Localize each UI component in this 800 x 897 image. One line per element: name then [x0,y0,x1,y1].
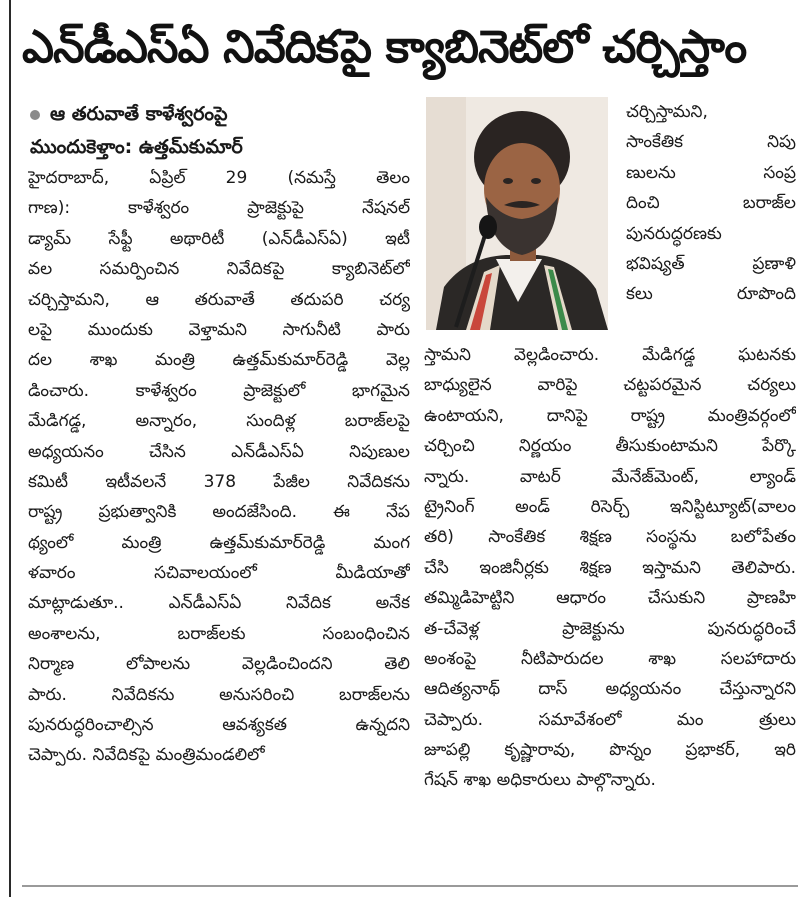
left-column-line: ళవారం సచివాలయంలో మీడియాతో [28,563,410,584]
right-bottom-line: జూపల్లి కృష్ణారావు, పొన్నం ప్రభాకర్, ఇరి [424,740,796,761]
right-bottom-line: ఆదిత్యనాథ్ దాస్ అధ్యయనం చేస్తున్నారని [424,679,796,700]
right-top-line: ణులను సంప్ర [626,162,796,183]
bottom-divider [22,885,798,887]
left-column-line: అధ్యయనం చేసిన ఎన్‌డీఎస్‌ఏ నిపుణుల [28,441,410,462]
subheadline [30,98,410,164]
left-column-line: పునరుద్ధరించాల్సిన ఆవశ్యకత ఉన్నదని [28,715,410,736]
minister-portrait-illustration [426,97,608,330]
left-column-line: డ్యామ్ సేఫ్టీ అథారిటీ (ఎన్‌డీఎస్‌ఏ) ఇటీ [28,228,410,249]
right-bottom-line: చేసి ఇంజినీర్లకు శిక్షణ ఇస్తామని తెలిపారు. [424,557,796,578]
right-bottom-line: ఉంటాయని, దానిపై రాష్ట్ర మంత్రివర్గంలో [424,405,796,426]
left-border-rule [9,0,11,897]
right-top-line: సాంకేతిక నిపు [626,132,796,153]
right-bottom-line: స్తామని వెల్లడించారు. మేడిగడ్డ ఘటనకు [424,345,796,365]
right-top-line: కలు రూపొంది [626,284,796,305]
right-bottom-line: చెప్పారు. సమావేశంలో మం త్రులు [424,709,796,730]
left-column-line: చెప్పారు. నివేదికపై మంత్రిమండలిలో [28,745,265,766]
subheadline-text-1: ఆ తరువాతే కాళేశ్వరంపై [50,103,228,125]
right-bottom-line: తమ్మిడిహెట్టిని ఆధారం చేసుకుని ప్రాణహి [424,588,796,609]
left-column-line: వల సమర్పించిన నివేదికపై క్యాబినెట్‌లో [28,259,410,280]
left-column-line: మాట్లాడుతూ.. ఎన్‌డీఎస్‌ఏ నివేదిక అనేక [28,593,410,614]
minister-portrait [426,97,608,330]
left-column-line: హైదరాబాద్, ఏప్రిల్ 29 (నమస్తే తెలం [28,168,410,188]
left-column-line: గాణ): కాళేశ్వరం ప్రాజెక్టుపై నేషనల్ [28,198,410,219]
right-bottom-line: చర్చించి నిర్ణయం తీసుకుంటామని పేర్కొ [424,436,796,457]
right-bottom-line: గేషన్ శాఖ అధికారులు పాల్గొన్నారు. [424,770,656,791]
left-column-line: థ్యంలో మంత్రి ఉత్తమ్‌కుమార్‌రెడ్డి మంగ [28,532,410,553]
subheadline-line-1 [30,98,410,131]
left-column-line: డించారు. కాళేశ్వరం ప్రాజెక్టులో భాగమైన [28,380,410,401]
subheadline-line-2: ముందుకెళ్తాం: ఉత్తమ్‌కుమార్ [30,136,243,158]
article-right-column-top [626,97,796,310]
bullet-dot-icon [30,110,40,120]
right-bottom-line: తరి) సాంకేతిక శిక్షణ సంస్థను బలోపేతం [424,527,796,548]
left-column-line: మేడిగడ్డ, అన్నారం, సుందిళ్ల బరాజ్‌లపై [28,411,410,432]
left-column-line: లపై ముందుకు వెళ్తామని సాగునీటి పారు [28,319,410,340]
right-bottom-line: బాధ్యులైన వారిపై చట్టపరమైన చర్యలు [424,375,796,396]
left-column-line: పారు. నివేదికను అనుసరించి బరాజ్‌లను [28,684,410,705]
left-column-line: అంశాలను, బరాజ్‌లకు సంబంధించిన [28,623,410,644]
headline: ఎన్‌డీఎస్‌ఏ నివేదికపై క్యాబినెట్‌లో చర్చిస్తాం [22,20,747,73]
left-column-line: కమిటీ ఇటీవలనే 378 పేజీల నివేదికను [28,471,410,492]
right-top-line: చర్చిస్తామని, [626,102,708,122]
right-top-line: పునరుద్ధరణకు [626,223,722,244]
article-right-column-bottom [424,340,796,796]
right-bottom-line: ట్రైనింగ్ అండ్ రిసెర్చ్ ఇనిస్టిట్యూట్(వాలం [424,496,796,517]
right-bottom-line: త-చేవెళ్ల ప్రాజెక్టును పునరుద్ధరించే [424,618,796,639]
left-column-line: దల శాఖ మంత్రి ఉత్తమ్‌కుమార్‌రెడ్డి వెల్ల [28,350,410,371]
right-bottom-line: న్నారు. వాటర్ మేనేజ్‌మెంట్, ల్యాండ్ [424,466,796,487]
left-column-line: నిర్మాణ లోపాలను వెల్లడించిందని తెలి [28,654,410,675]
article-left-column [28,163,410,771]
right-top-line: దించి బరాజ్‌ల [626,193,796,214]
right-bottom-line: అంశంపై నీటిపారుదల శాఖ సలహాదారు [424,648,796,669]
left-column-line: రాష్ట్ర ప్రభుత్వానికి అందజేసింది. ఈ నేప [28,502,410,523]
left-column-line: చర్చిస్తామని, ఆ తరువాతే తదుపరి చర్య [28,289,410,310]
right-top-line: భవిష్యత్ ప్రణాళి [626,253,796,274]
